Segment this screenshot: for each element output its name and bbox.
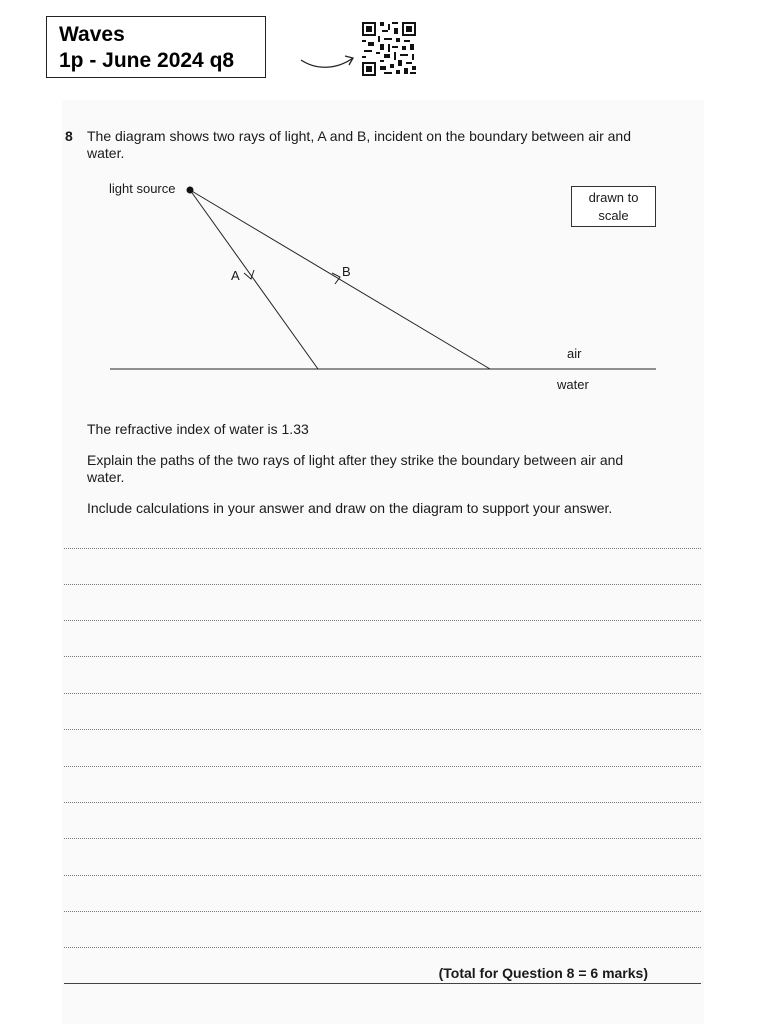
answer-line[interactable] bbox=[64, 838, 701, 839]
light-source-dot bbox=[187, 187, 194, 194]
air-label: air bbox=[567, 346, 582, 361]
ray-b-label: B bbox=[342, 264, 351, 279]
answer-line[interactable] bbox=[64, 911, 701, 912]
bottom-rule bbox=[64, 983, 701, 984]
topic-title: Waves bbox=[59, 23, 125, 46]
answer-line[interactable] bbox=[64, 584, 701, 585]
answer-line[interactable] bbox=[64, 729, 701, 730]
question-number: 8 bbox=[65, 128, 73, 144]
scale-note bbox=[571, 186, 656, 227]
scale-note-text: drawn to scale bbox=[588, 190, 639, 223]
answer-line[interactable] bbox=[64, 802, 701, 803]
question-intro: The diagram shows two rays of light, A and B, incident on the boundary between air and water. bbox=[87, 128, 631, 161]
water-label: water bbox=[557, 377, 589, 392]
ray-b-arrow-icon bbox=[332, 273, 340, 284]
answer-line[interactable] bbox=[64, 548, 701, 549]
light-source-label: light source bbox=[109, 181, 176, 196]
instruction-explain: Explain the paths of the two rays of light after they strike the boundary between air and water. bbox=[87, 452, 624, 485]
question-reference: 1p - June 2024 q8 bbox=[59, 49, 235, 72]
answer-line[interactable] bbox=[64, 620, 701, 621]
instruction-include: Include calculations in your answer and draw on the diagram to support your answer. bbox=[87, 500, 613, 516]
answer-line[interactable] bbox=[64, 947, 701, 948]
ray-a-label: A bbox=[231, 268, 240, 283]
answer-line[interactable] bbox=[64, 875, 701, 876]
answer-line[interactable] bbox=[64, 766, 701, 767]
total-marks: (Total for Question 8 = 6 marks) bbox=[438, 965, 648, 981]
ray-a-line bbox=[190, 190, 318, 369]
refractive-index-text: The refractive index of water is 1.33 bbox=[87, 421, 309, 437]
answer-line[interactable] bbox=[64, 656, 701, 657]
answer-line[interactable] bbox=[64, 693, 701, 694]
